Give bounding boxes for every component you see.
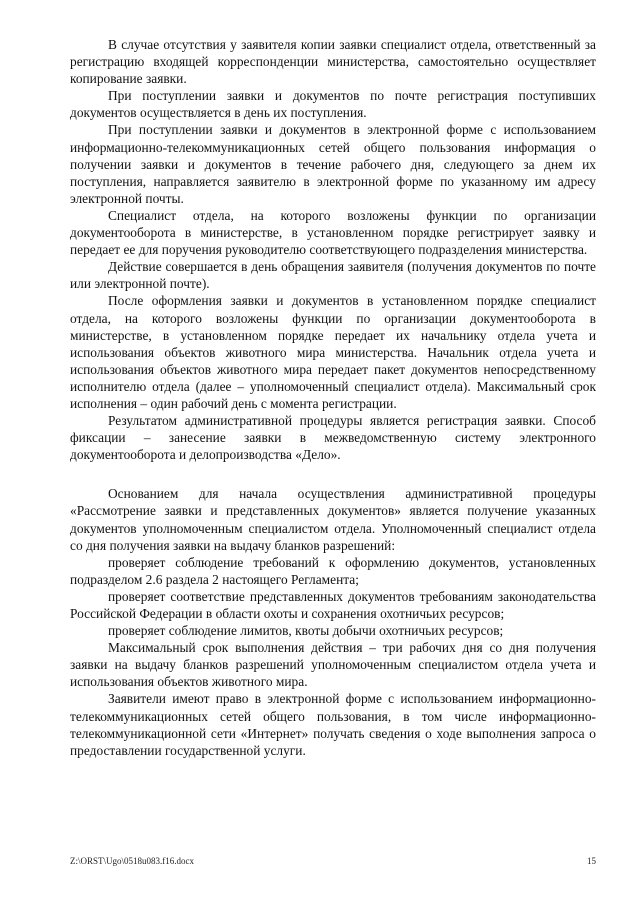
- paragraph: При поступлении заявки и документов в электронной форме с использованием информационно-телекоммуникационных сетей общего пользования информация о получении заявки и документов в течение рабочего дня, следующего за днем их поступления, направляется заявителю в электронной форме по указанному им адресу электронной почты.: [70, 122, 596, 206]
- paragraph: Действие совершается в день обращения заявителя (получения документов по почте или электронной почте).: [70, 259, 596, 292]
- paragraph: проверяет соблюдение лимитов, квоты добычи охотничьих ресурсов;: [108, 623, 504, 639]
- page-number: 15: [587, 856, 596, 866]
- paragraph: Заявители имеют право в электронной форме с использованием информационно-телекоммуникационных сетей общего пользования, в том числе информационно-телекоммуникационной сети «Интернет» получать сведения о ходе выполнения запроса о предоставлении государственной услуги.: [70, 691, 596, 758]
- paragraph: При поступлении заявки и документов по почте регистрация поступивших документов осуществляется в день их поступления.: [70, 88, 596, 121]
- paragraph: Основанием для начала осуществления административной процедуры «Рассмотрение заявки и представленных документов» является получение указанных документов уполномоченным специалистом отдела. Уполномоченный специалист отдела со дня получения заявки на выдачу бланков разрешений:: [70, 486, 596, 553]
- paragraph: Результатом административной процедуры является регистрация заявки. Способ фиксации – занесение заявки в межведомственную систему электронного документооборота и делопроизводства «Дело».: [70, 413, 596, 463]
- paragraph: Специалист отдела, на которого возложены функции по организации документооборота в министерстве, в установленном порядке регистрирует заявку и передает ее для поручения руководителю соответствующего подразделения министерства.: [70, 207, 596, 258]
- paragraph: проверяет соблюдение требований к оформлению документов, установленных подразделом 2.6 раздела 2 настоящего Регламента;: [70, 554, 596, 587]
- footer-file-path: Z:\ORST\Ugo\0518u083.f16.docx: [70, 856, 194, 866]
- paragraph: После оформления заявки и документов в установленном порядке специалист отдела, на которого возложены функции по организации документооборота в министерстве, в установленном порядке передает их начальнику отдела учета и использования объектов животного мира министерства. Начальник отдела учета и использования объектов животного мира передает пакет документов непосредственному исполнителю отдела (далее – уполномоченный специалист отдела). Максимальный срок исполнения – один рабочий день с момента регистрации.: [70, 293, 596, 411]
- section-gap: [70, 463, 596, 485]
- paragraph: В случае отсутствия у заявителя копии заявки специалист отдела, ответственный за регистрацию входящей корреспонденции министерства, самостоятельно осуществляет копирование заявки.: [70, 37, 596, 87]
- paragraph: Максимальный срок выполнения действия – три рабочих дня со дня получения заявки на выдачу бланков разрешений уполномоченным специалистом отдела учета и использования объектов животного мира.: [70, 640, 596, 690]
- paragraph: проверяет соответствие представленных документов требованиям законодательства Российской Федерации в области охоты и сохранения охотничьих ресурсов;: [70, 588, 596, 621]
- document-body: [70, 36, 596, 759]
